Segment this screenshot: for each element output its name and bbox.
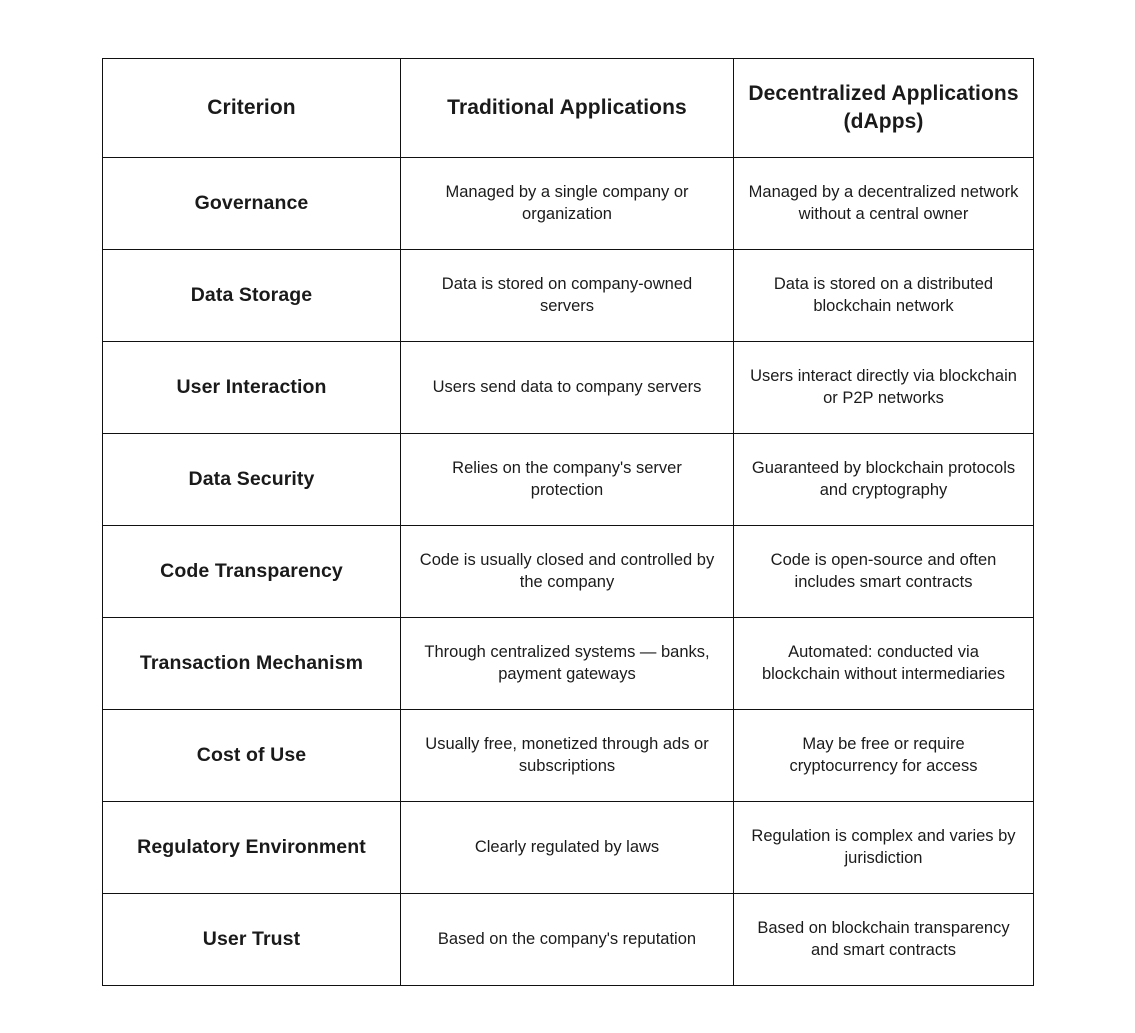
- cell-traditional: Based on the company's reputation: [401, 894, 734, 986]
- table-row: [103, 710, 1034, 802]
- cell-criterion: User Trust: [103, 894, 401, 986]
- table-row: [103, 434, 1034, 526]
- column-header-traditional: Traditional Applications: [401, 59, 734, 158]
- cell-traditional: Clearly regulated by laws: [401, 802, 734, 894]
- comparison-table-container: [102, 58, 1033, 986]
- cell-criterion: User Interaction: [103, 342, 401, 434]
- cell-traditional: Code is usually closed and controlled by the company: [401, 526, 734, 618]
- cell-dapps: May be free or require cryptocurrency for access: [734, 710, 1034, 802]
- table-header-row: [103, 59, 1034, 158]
- cell-criterion: Cost of Use: [103, 710, 401, 802]
- cell-traditional: Users send data to company servers: [401, 342, 734, 434]
- table-row: [103, 894, 1034, 986]
- cell-traditional: Through centralized systems — banks, payment gateways: [401, 618, 734, 710]
- cell-dapps: Data is stored on a distributed blockchain network: [734, 250, 1034, 342]
- column-header-criterion: Criterion: [103, 59, 401, 158]
- cell-dapps: Code is open-source and often includes smart contracts: [734, 526, 1034, 618]
- cell-traditional: Usually free, monetized through ads or subscriptions: [401, 710, 734, 802]
- cell-criterion: Data Storage: [103, 250, 401, 342]
- cell-criterion: Transaction Mechanism: [103, 618, 401, 710]
- comparison-table: [102, 58, 1034, 986]
- cell-traditional: Managed by a single company or organization: [401, 158, 734, 250]
- cell-criterion: Code Transparency: [103, 526, 401, 618]
- cell-dapps: Based on blockchain transparency and smart contracts: [734, 894, 1034, 986]
- cell-dapps: Regulation is complex and varies by jurisdiction: [734, 802, 1034, 894]
- table-row: [103, 526, 1034, 618]
- cell-criterion: Governance: [103, 158, 401, 250]
- cell-dapps: Users interact directly via blockchain or P2P networks: [734, 342, 1034, 434]
- column-header-dapps: Decentralized Applications (dApps): [734, 59, 1034, 158]
- table-header: [103, 59, 1034, 158]
- cell-dapps: Automated: conducted via blockchain without intermediaries: [734, 618, 1034, 710]
- table-row: [103, 618, 1034, 710]
- cell-dapps: Managed by a decentralized network without a central owner: [734, 158, 1034, 250]
- table-row: [103, 802, 1034, 894]
- cell-dapps: Guaranteed by blockchain protocols and cryptography: [734, 434, 1034, 526]
- table-row: [103, 158, 1034, 250]
- cell-traditional: Data is stored on company-owned servers: [401, 250, 734, 342]
- table-row: [103, 250, 1034, 342]
- cell-criterion: Regulatory Environment: [103, 802, 401, 894]
- table-body: [103, 158, 1034, 986]
- table-row: [103, 342, 1034, 434]
- cell-traditional: Relies on the company's server protection: [401, 434, 734, 526]
- cell-criterion: Data Security: [103, 434, 401, 526]
